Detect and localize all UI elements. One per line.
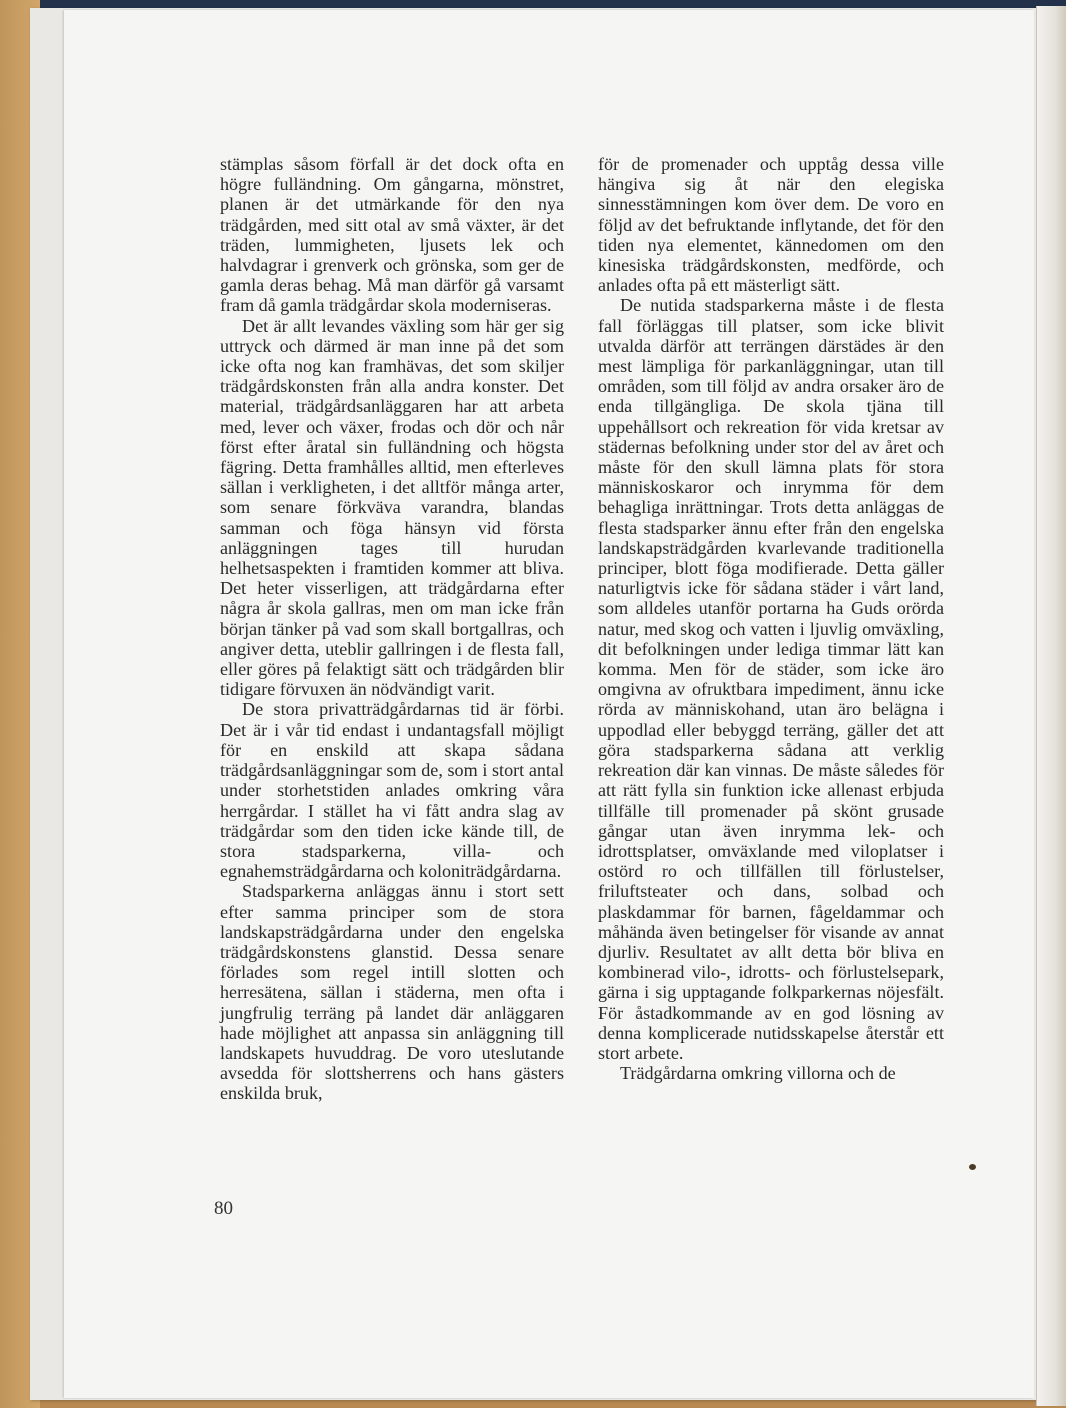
paragraph: De nutida stadsparkerna måste i de flesta fall förläggas till platser, som icke blivit utvalda därför att terrängen därstädes är den mest lämpliga för parkanläggningar, utan till områden, som till följd av andra orsaker äro de enda tillgängliga. De skola tjäna till uppehållsort och rekreation för vida kretsar av städernas befolkning under stor del av året och måste för den skull lämna plats för stora människoskaror och inrymma för dem behagliga inrättningar. Trots detta anläggas de flesta stadsparker ännu efter från den engelska landskapsträdgården kvarlevande traditionella principer, blott föga modifierade. Detta gäller naturligtvis icke för sådana städer i vårt land, som alldeles utanför portarna ha Guds orörda natur, med skog och vatten i ljuvlig omväxling, dit befolkningen under lediga timmar lätt kan komma. Men för de städer, som icke äro omgivna av ofruktbara impediment, ännu icke rörda av människohand, utan äro belägna i uppodlad eller bebyggd terräng, gäller det att göra stadsparkerna sådana att verklig rekreation där kan vinnas. De måste således för att rätt fylla sin funktion icke allenast erbjuda tillfälle till promenader på skönt grusade gångar utan även inrymma lek- och idrottsplatser, omväxlande med viloplatser i ostörd ro och tillfällen till förlustelser, friluftsteater och dans, solbad och plaskdammar för barnen, fågeldammar och måhända även betingelser för visande av annat djurliv. Resultatet av allt detta bör bliva en kombinerad vilo-, idrotts- och förlustelsepark, gärna i sig upptagande folkparkernas nöjesfält. För åstadkommande av en god lösning av denna komplicerade nutidsskapelse återstår ett stort arbete. [598, 295, 944, 1063]
paragraph: för de promenader och upptåg dessa ville hängiva sig åt när den elegiska sinnesstämningen kom över dem. De voro en följd av det befruktande inflytande, det för den tiden nya elementet, kännedomen om den kinesiska trädgårdskonsten, medförde, och anlades ofta på ett mästerligt sätt. [598, 154, 944, 296]
page-number: 80 [214, 1198, 233, 1219]
paragraph: De stora privatträdgårdarnas tid är förbi. Det är i vår tid endast i undantagsfall möjligt för en enskild att skapa sådana trädgårdsanläggningar som de, som i stort antal under storhetstiden anlades omkring våra herrgårdar. I stället ha vi fått andra slag av trädgårdar som den tiden icke kände till, de stora stadsparkerna, villa- och egnahemsträdgårdarna och koloniträdgårdarna. [220, 699, 564, 882]
paragraph: Stadsparkerna anläggas ännu i stort sett efter samma principer som de stora landskapsträdgårdarna under den engelska trädgårdskonstens glanstid. Dessa senare förlades som regel intill slotten och herresätena, sällan i städerna, men ofta i jungfrulig terräng på landet där anläggaren hade möjlighet att anpassa sin anläggning till landskapets huvuddrag. De voro uteslutande avsedda för slottsherrens och hans gästers enskilda bruk, [220, 881, 564, 1104]
paragraph: Trädgårdarna omkring villorna och de [620, 1063, 896, 1084]
paragraph: Det är allt levandes växling som här ger sig uttryck och därmed är man inne på det som icke ofta nog kan framhävas, det som skiljer trädgårdskonsten från alla andra konster. Det material, trädgårdsanläggaren har att arbeta med, lever och växer, frodas och dör och når först efter åratal sin fulländning och högsta fägring. Detta framhålles alltid, men efterleves sällan i verkligheten, i det alltför många arter, som senare förkväva varandra, blandas samman och föga hänsyn vid första anläggningen tages till hurudan helhetsaspekten i framtiden kommer att bliva. Det heter visserligen, att trädgårdarna efter några år skola gallras, men om man icke från början tänker på vad som skall bortgallras, och angiver detta, uteblir gallringen i de flesta fall, eller göres på felaktigt sätt och trädgården blir tidigare förvuxen än nödvändigt varit. [220, 315, 564, 700]
ink-spot [969, 1164, 976, 1170]
right-text-column [598, 154, 944, 1083]
paragraph: stämplas såsom förfall är det dock ofta en högre fulländning. Om gångarna, mönstret, planen är det utmärkande för den nya trädgården, med sitt otal av små växter, är det träden, lummigheten, ljusets lek och halvdagrar i grenverk och grönska, som ger de gamla deras behag. Må man därför gå varsamt fram då gamla trädgårdar skola moderniseras. [220, 154, 564, 316]
book-page [64, 10, 1034, 1398]
left-text-column [220, 154, 564, 1104]
right-page-stack [1036, 6, 1066, 1406]
